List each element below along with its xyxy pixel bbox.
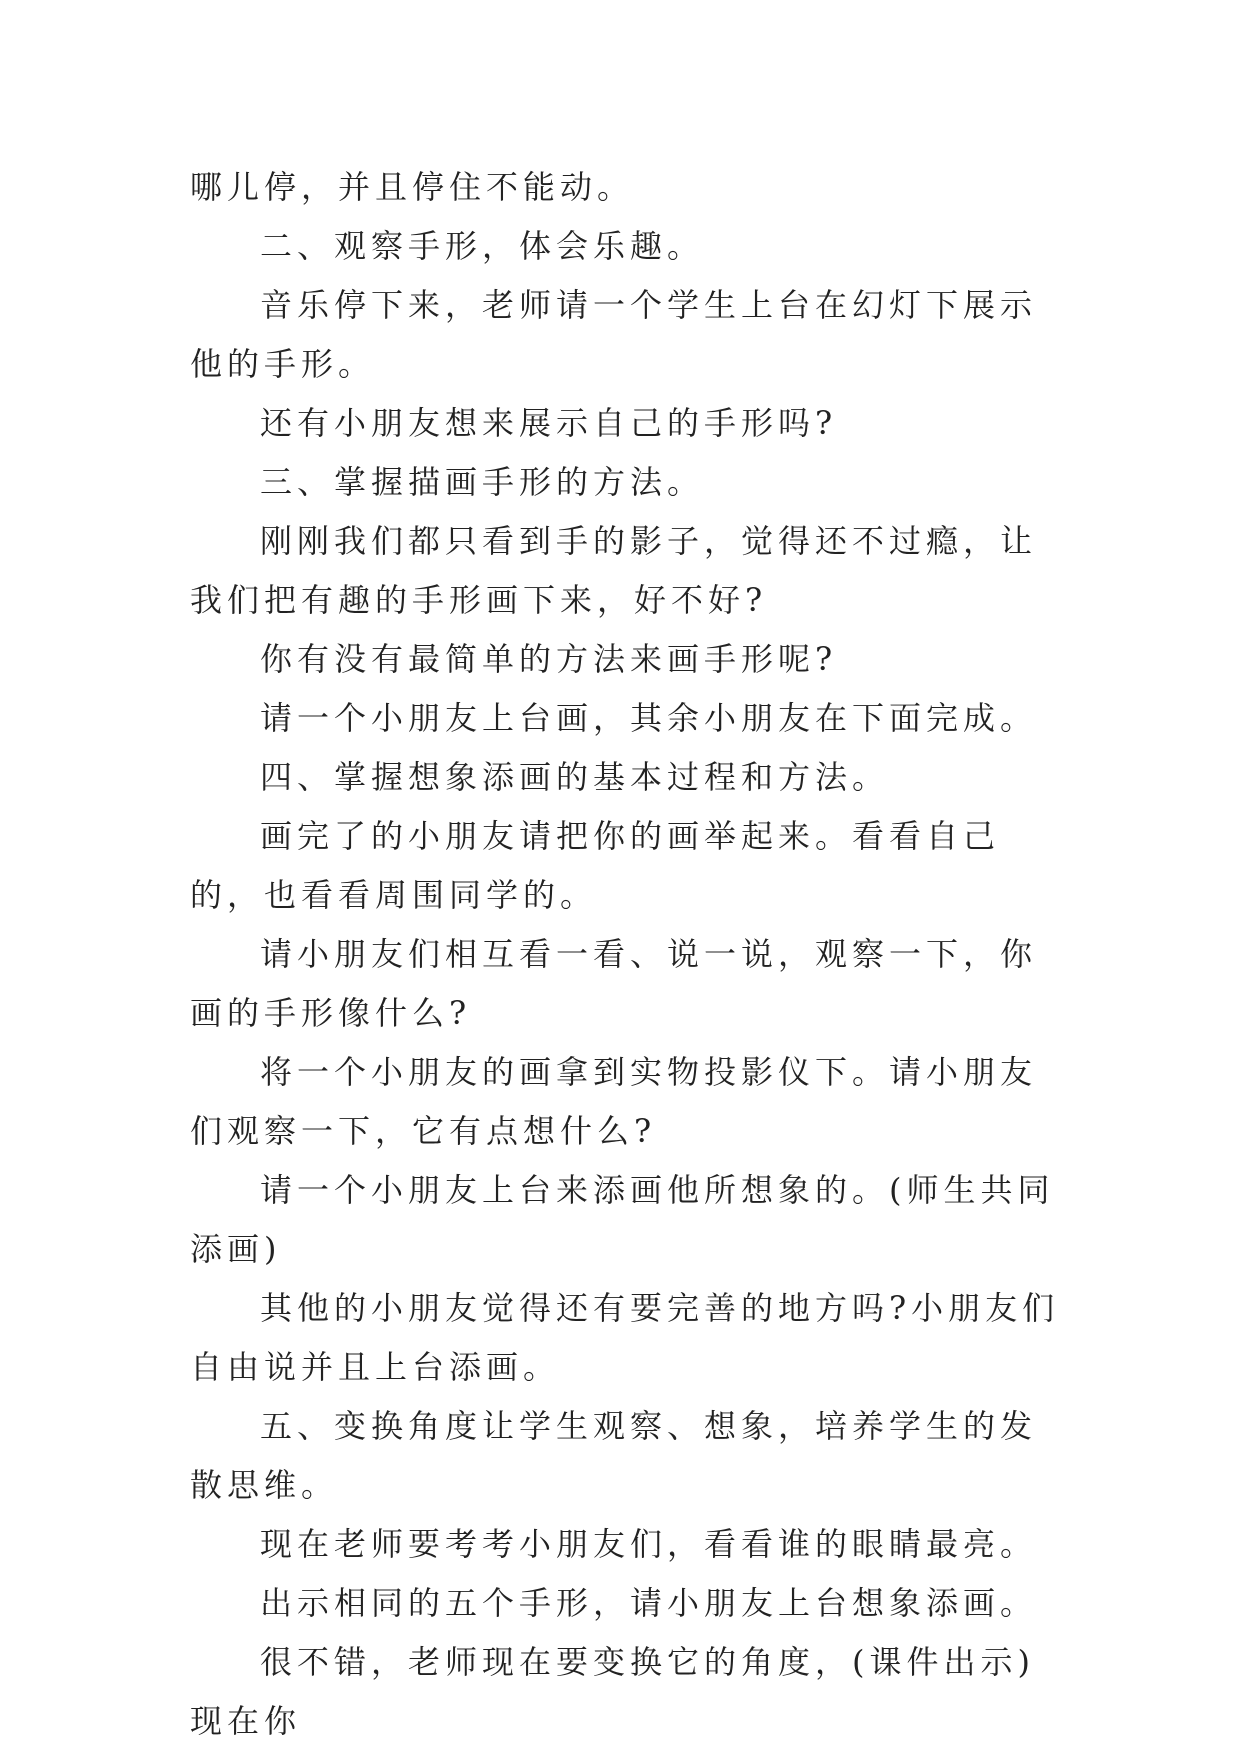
paragraph-11: 请小朋友们相互看一看、说一说，观察一下，你画的手形像什么? xyxy=(190,935,1038,1032)
section-heading-5: 五、变换角度让学生观察、想象，培养学生的发散思维。 xyxy=(190,1407,1038,1504)
document-body xyxy=(190,158,1060,1751)
paragraph-4: 还有小朋友想来展示自己的手形吗? xyxy=(260,404,838,442)
section-heading-3: 三、掌握描画手形的方法。 xyxy=(260,463,705,501)
section-heading-2: 二、观察手形，体会乐趣。 xyxy=(260,227,705,265)
paragraph-6: 刚刚我们都只看到手的影子，觉得还不过瘾，让我们把有趣的手形画下来，好不好? xyxy=(190,522,1038,619)
paragraph-12: 将一个小朋友的画拿到实物投影仪下。请小朋友们观察一下，它有点想什么? xyxy=(190,1053,1038,1150)
paragraph-14: 其他的小朋友觉得还有要完善的地方吗?小朋友们自由说并且上台添画。 xyxy=(190,1289,1060,1386)
paragraph-7: 你有没有最简单的方法来画手形呢? xyxy=(260,640,838,678)
section-heading-4: 四、掌握想象添画的基本过程和方法。 xyxy=(260,758,890,796)
paragraph-13: 请一个小朋友上台来添画他所想象的。(师生共同添画) xyxy=(190,1171,1055,1268)
paragraph-10: 画完了的小朋友请把你的画举起来。看看自己的，也看看周围同学的。 xyxy=(190,817,1001,914)
paragraph-18: 很不错，老师现在要变换它的角度，(课件出示)现在你 xyxy=(190,1643,1035,1740)
paragraph-3: 音乐停下来，老师请一个学生上台在幻灯下展示他的手形。 xyxy=(190,286,1038,383)
paragraph-16: 现在老师要考考小朋友们，看看谁的眼睛最亮。 xyxy=(260,1525,1038,1563)
paragraph-8: 请一个小朋友上台画，其余小朋友在下面完成。 xyxy=(260,699,1038,737)
paragraph-17: 出示相同的五个手形，请小朋友上台想象添画。 xyxy=(260,1584,1038,1622)
paragraph-1: 哪儿停，并且停住不能动。 xyxy=(190,168,635,206)
